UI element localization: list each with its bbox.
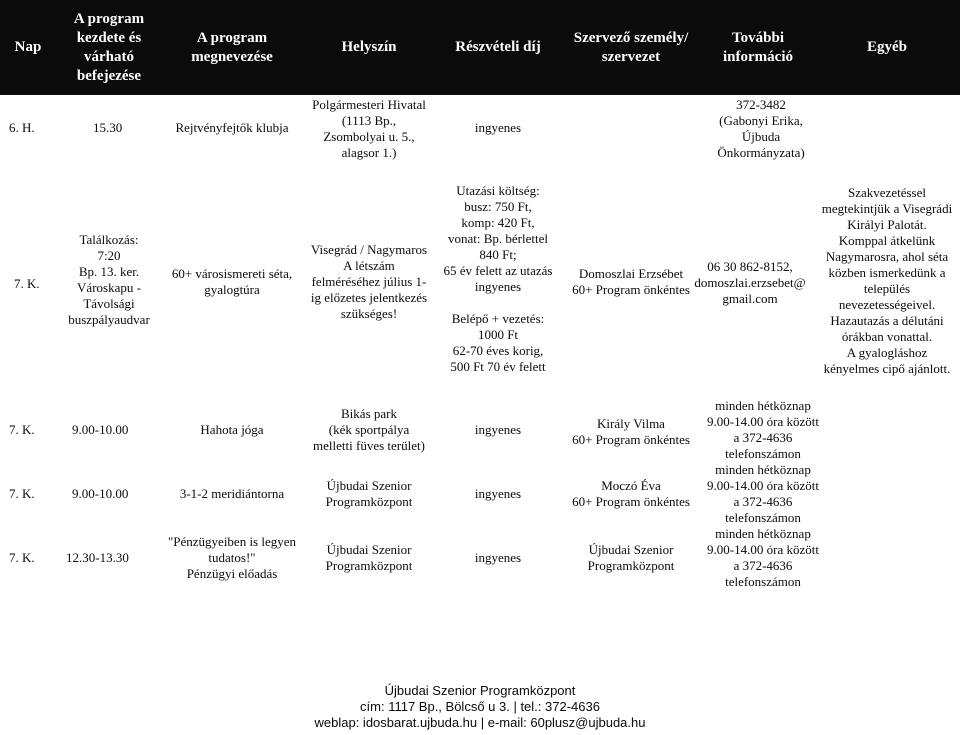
row-helyszin: Polgármesteri Hivatal (1113 Bp., Zsombolyai u. 5., alagsor 1.) [312, 97, 426, 160]
row-program-nev: 60+ városismereti séta, gyalogtúra [171, 266, 293, 297]
header-szervezo: Szervező személy/ szervezet [573, 29, 689, 65]
row-helyszin: Újbudai Szenior Programközpont [325, 478, 413, 509]
row-dij: ingyenes [474, 422, 522, 437]
header-kezdete: A program kezdete és várható befejezése [73, 10, 145, 84]
row-info: 372-3482 (Gabonyi Erika, Újbuda Önkormányzata) [717, 97, 805, 160]
row-program-nev: "Pénzügyeiben is legyen tudatos!" Pénzügyi előadás [167, 534, 297, 581]
row-szervezo: Király Vilma 60+ Program önkéntes [572, 416, 690, 447]
row-program-nev: Hahota jóga [200, 422, 264, 437]
header-tovabbi-informacio: További információ [723, 29, 793, 65]
row-ido: 9.00-10.00 [72, 486, 129, 501]
row-program-nev: Rejtvényfejtők klubja [175, 120, 289, 135]
row-nap: 7. K. [14, 276, 40, 291]
row-info: 06 30 862-8152, domoszlai.erzsebet@ gmail.com [694, 259, 806, 306]
row-dij: Utazási költség: busz: 750 Ft, komp: 420 Ft, vonat: Bp. bérlettel 840 Ft; 65 év felett az utazás ingyenes Belépő + vezetés: 1000 Ft 62-70 éves korig, 500 Ft 70 év felett [443, 183, 553, 374]
row-ido: 9.00-10.00 [72, 422, 129, 437]
row-szervezo: Moczó Éva 60+ Program önkéntes [572, 478, 690, 509]
row-info: minden hétköznap 9.00-14.00 óra között a 372-4636 telefonszámon [707, 462, 819, 525]
header-egyeb: Egyéb [866, 39, 907, 55]
row-info: minden hétköznap 9.00-14.00 óra között a 372-4636 telefonszámon [707, 526, 819, 589]
row-ido: 15.30 [93, 120, 123, 135]
footer [0, 683, 960, 731]
footer-contact: weblap: idosbarat.ujbuda.hu | e-mail: 60plusz@ujbuda.hu [314, 715, 646, 730]
row-nap: 7. K. [9, 422, 35, 437]
row-helyszin: Újbudai Szenior Programközpont [325, 542, 413, 573]
header-helyszin: Helyszín [341, 39, 397, 55]
header-reszveteli-dij: Részvételi díj [455, 39, 541, 55]
footer-org-name: Újbudai Szenior Programközpont [384, 683, 576, 698]
row-dij: ingyenes [474, 486, 522, 501]
row-nap: 7. K. [9, 486, 35, 501]
row-egyeb: Szakvezetéssel megtekintjük a Visegrádi Királyi Palotát. Komppal átkelünk Nagymarosra, ahol séta közben ismerkedünk a település nevezetességeivel. Hazautazás a délutáni órákban vonattal. A gyalogláshoz kényelmes cipő ajánlott. [821, 185, 953, 376]
row-program-nev: 3-1-2 meridiántorna [179, 486, 285, 501]
row-dij: ingyenes [474, 550, 522, 565]
row-helyszin: Visegrád / Nagymaros A létszám felméréséhez július 1- ig előzetes jelentkezés szükséges! [310, 242, 428, 321]
row-info: minden hétköznap 9.00-14.00 óra között a 372-4636 telefonszámon [707, 398, 819, 461]
row-nap: 7. K. [9, 550, 35, 565]
row-ido: 12.30-13.30 [66, 550, 129, 565]
row-dij: ingyenes [474, 120, 522, 135]
footer-address: cím: 1117 Bp., Bölcső u 3. | tel.: 372-4636 [360, 699, 600, 714]
table-header [0, 0, 960, 95]
header-megnevezese: A program megnevezése [191, 29, 273, 65]
row-ido: Találkozás: 7:20 Bp. 13. ker. Városkapu - Távolsági buszpályaudvar [68, 232, 150, 327]
row-nap: 6. H. [9, 120, 35, 135]
row-helyszin: Bikás park (kék sportpálya melletti füves terület) [313, 406, 425, 453]
header-nap: Nap [14, 39, 42, 55]
row-szervezo: Domoszlai Erzsébet 60+ Program önkéntes [572, 266, 690, 297]
row-szervezo: Újbudai Szenior Programközpont [587, 542, 675, 573]
